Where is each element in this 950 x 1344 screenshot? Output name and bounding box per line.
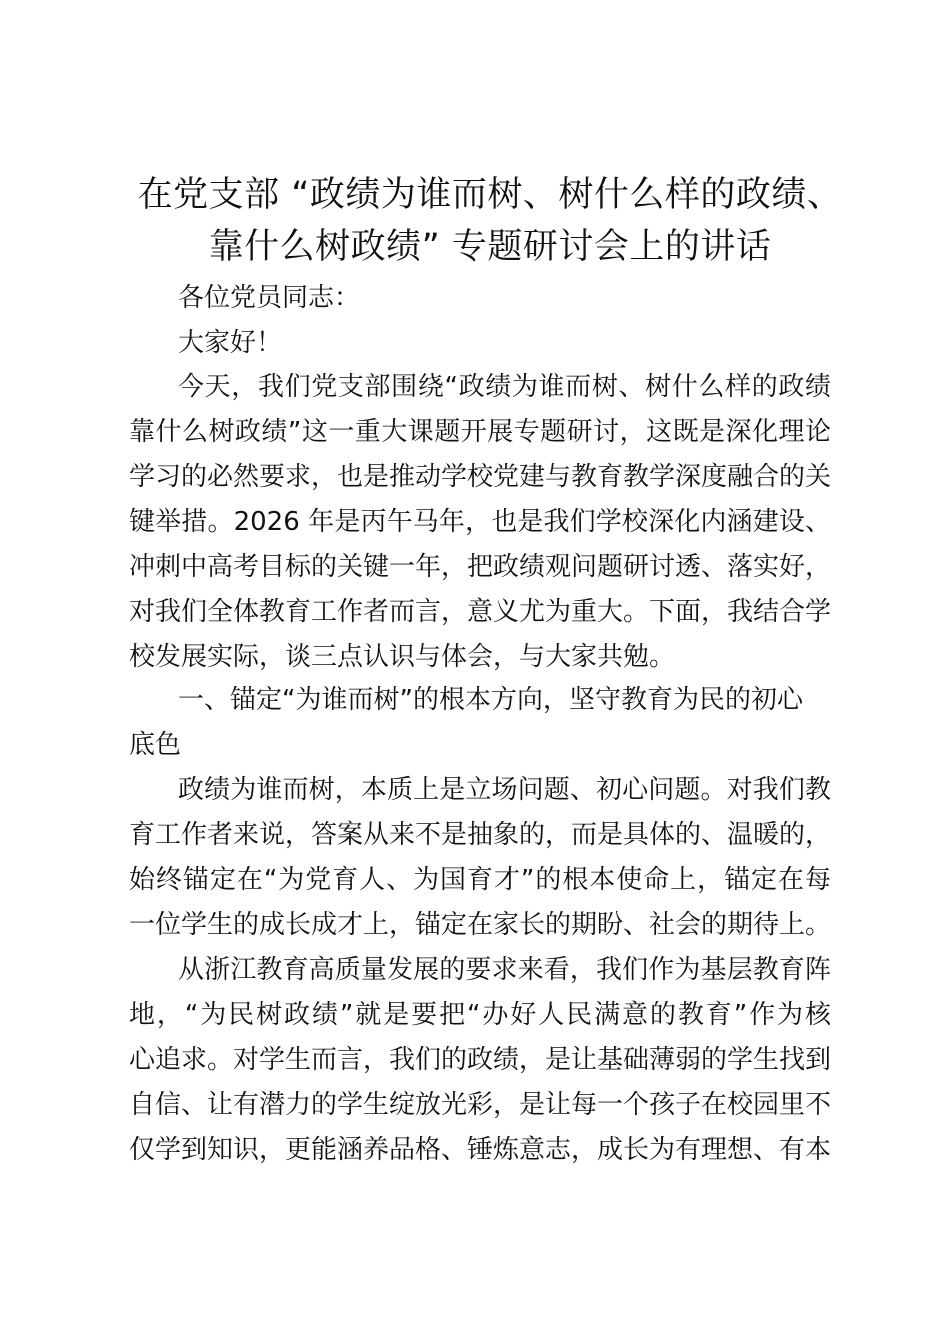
section-heading-line: 一、锚定“为谁而树”的根本方向，坚守教育为民的初心	[178, 685, 803, 715]
paragraph-1-line: 对我们全体教育工作者而言，意义尤为重大。下面，我结合学	[129, 597, 832, 627]
paragraph-1-line: 冲刺中高考目标的关键一年，把政绩观问题研讨透、落实好，	[129, 552, 832, 582]
paragraph-1-line: 键举措。2026 年是丙午马年，也是我们学校深化内涵建设、	[129, 507, 831, 537]
paragraph-1-line: 靠什么树政绩”这一重大课题开展专题研讨，这既是深化理论	[129, 417, 831, 447]
salutation: 各位党员同志：	[178, 283, 361, 313]
paragraph-1-line: 学习的必然要求，也是推动学校党建与教育教学深度融合的关	[129, 462, 832, 492]
document-title-line-1: 在党支部 “政绩为谁而树、树什么样的政绩、	[137, 175, 843, 215]
paragraph-2-line: 始终锚定在“为党育人、为国育才”的根本使命上，锚定在每	[129, 865, 831, 895]
paragraph-3-line: 自信、让有潜力的学生绽放光彩，是让每一个孩子在校园里不	[129, 1090, 832, 1120]
paragraph-2-line: 一位学生的成长成才上，锚定在家长的期盼、社会的期待上。	[129, 910, 832, 940]
paragraph-3-line: 仅学到知识，更能涵养品格、锤炼意志，成长为有理想、有本	[129, 1135, 832, 1165]
greeting: 大家好！	[178, 328, 283, 358]
section-heading-line: 底色	[129, 730, 182, 760]
paragraph-1-line: 校发展实际，谈三点认识与体会，与大家共勉。	[129, 642, 676, 672]
paragraph-3-line: 地，“为民树政绩”就是要把“办好人民满意的教育”作为核	[129, 1000, 831, 1030]
paragraph-2-line: 育工作者来说，答案从来不是抽象的，而是具体的、温暖的，	[129, 820, 832, 850]
paragraph-3-line: 心追求。对学生而言，我们的政绩，是让基础薄弱的学生找到	[129, 1045, 832, 1075]
paragraph-1-line: 今天，我们党支部围绕“政绩为谁而树、树什么样的政绩	[178, 372, 831, 402]
document-title-line-2: 靠什么树政绩” 专题研讨会上的讲话	[208, 227, 772, 267]
paragraph-3-line: 从浙江教育高质量发展的要求来看，我们作为基层教育阵	[178, 955, 831, 985]
paragraph-2-line: 政绩为谁而树，本质上是立场问题、初心问题。对我们教	[178, 775, 831, 805]
